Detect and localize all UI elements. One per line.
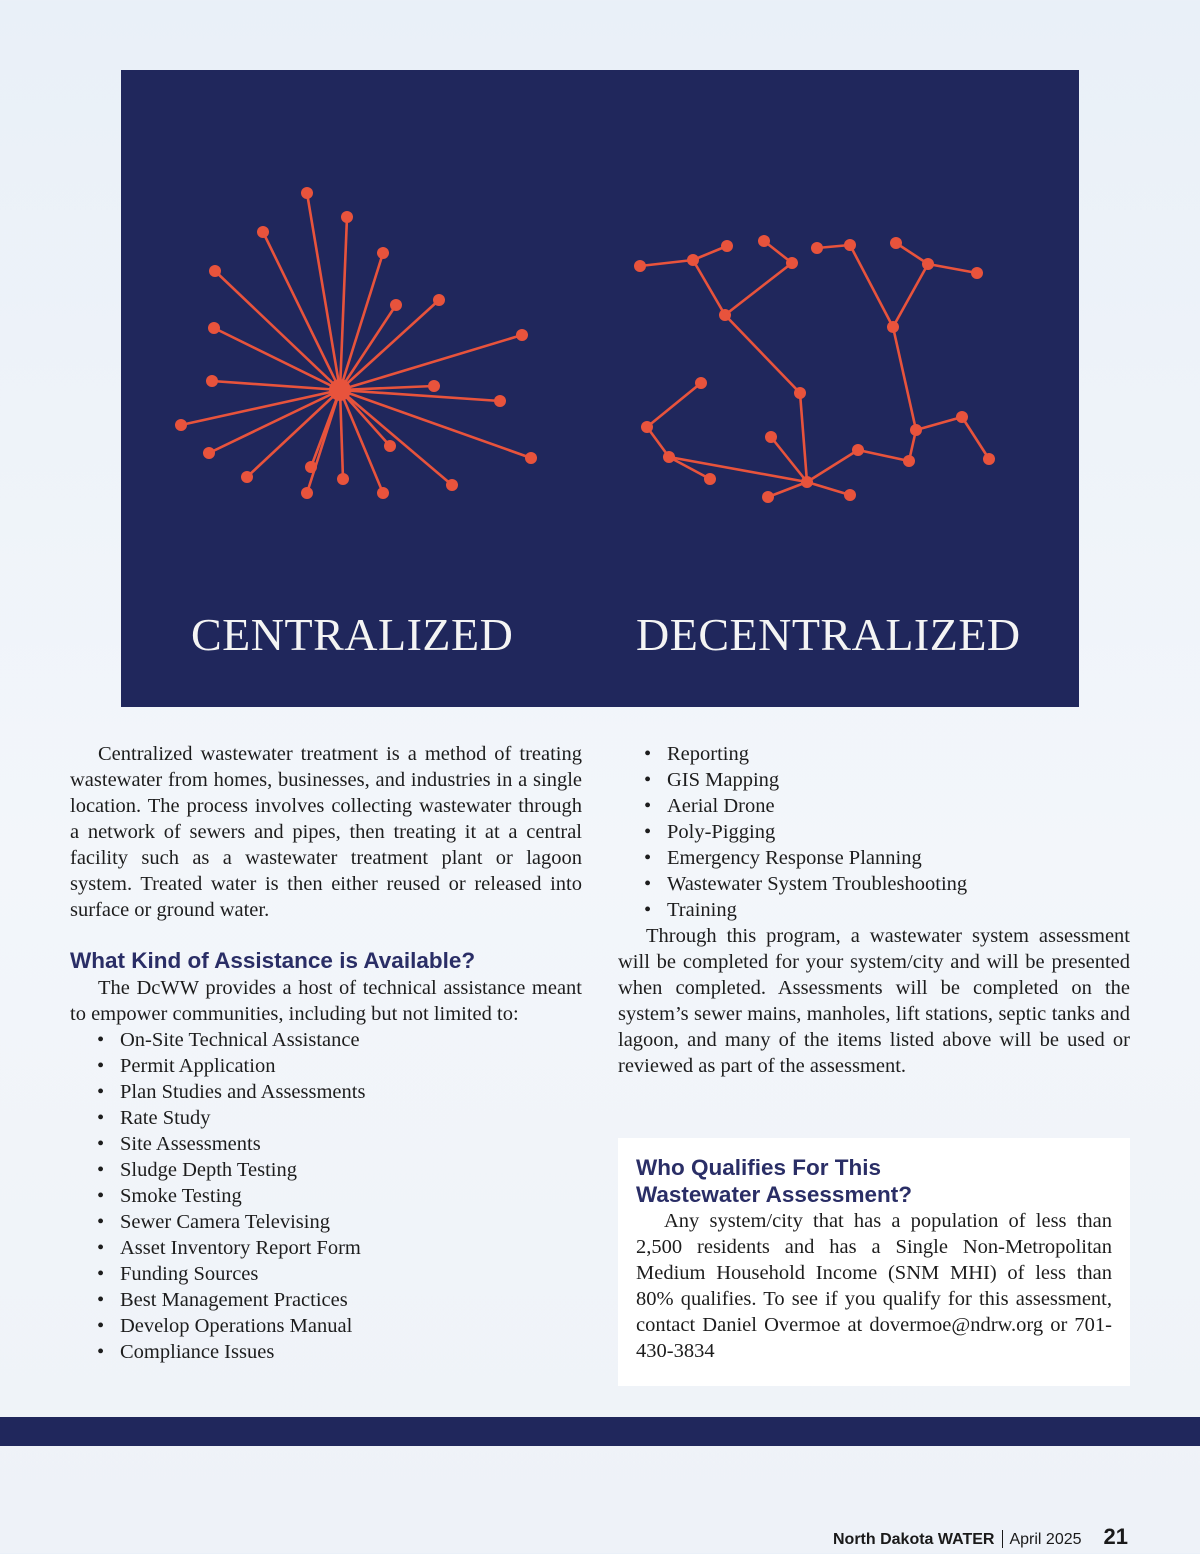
list-item: • Training [618,897,1130,923]
decentralized-link [800,393,807,482]
decentralized-link [916,417,962,430]
list-item: • Funding Sources [70,1261,582,1287]
centralized-label: CENTRALIZED [191,609,514,660]
assistance-heading: What Kind of Assistance is Available? [70,948,476,973]
decentralized-node [794,387,806,399]
list-item: • Reporting [618,741,1130,767]
decentralized-link [647,383,701,427]
centralized-node [341,211,353,223]
centralized-node [257,226,269,238]
centralized-link [307,193,340,390]
page-footer [833,1524,1128,1554]
callout-heading-line2: Wastewater Assessment? [636,1182,912,1207]
list-item: • Develop Operations Manual [70,1313,582,1339]
centralized-link [215,271,340,390]
centralized-node [175,419,187,431]
decentralized-node [719,309,731,321]
centralized-node [516,329,528,341]
centralized-link [214,328,340,390]
decentralized-node [704,473,716,485]
centralized-node [241,471,253,483]
list-item: • On-Site Technical Assistance [70,1027,582,1053]
centralized-link [340,217,347,390]
hero-illustration [121,70,1079,707]
decentralized-node [801,476,813,488]
list-item: • Aerial Drone [618,793,1130,819]
list-item: • Compliance Issues [70,1339,582,1365]
decentralized-node [765,431,777,443]
decentralized-node [663,451,675,463]
centralized-node [208,322,220,334]
decentralized-link [850,245,893,327]
list-item: • Poly-Pigging [618,819,1130,845]
qualification-callout [618,1138,1130,1386]
decentralized-node [762,491,774,503]
decentralized-node [956,411,968,423]
bottom-bar [0,1417,1200,1446]
centralized-node [203,447,215,459]
centralized-node [446,479,458,491]
page-number: 21 [1103,1524,1128,1549]
centralized-node [377,247,389,259]
intro-paragraph: Centralized wastewater treatment is a method of treating wastewater from homes, businesses, and industries in a single location. The process involves collecting wastewater through a network of sewers and pipes, then treating it at a central facility such as a wastewater treatment plant or lagoon system. Treated water is then either reused or released into surface or ground water. [70,743,582,921]
list-item: • Sludge Depth Testing [70,1157,582,1183]
decentralized-link [858,450,909,461]
centralized-node [206,375,218,387]
decentralized-node [695,377,707,389]
list-item: • Plan Studies and Assessments [70,1079,582,1105]
centralized-node [390,299,402,311]
decentralized-link [928,264,977,273]
decentralized-node [811,242,823,254]
publication-name: North Dakota WATER [832,1531,995,1548]
decentralized-node [910,424,922,436]
program-paragraph: Through this program, a wastewater system assessment will be completed for your system/city and will be presented when completed. Assessments will be completed on the system’s sewer mains, manholes, lift stations, septic tanks and lagoon, and many of the items listed above will be used or reviewed as part of the assessment. [618,925,1130,1077]
list-item: • Permit Application [70,1053,582,1079]
decentralized-node [903,455,915,467]
centralized-node [377,487,389,499]
callout-heading-line1: Who Qualifies For This [636,1155,882,1180]
list-item: • Smoke Testing [70,1183,582,1209]
list-item: • Site Assessments [70,1131,582,1157]
decentralized-link [693,260,725,315]
decentralized-node [687,254,699,266]
decentralized-node [786,257,798,269]
list-item: • Wastewater System Troubleshooting [618,871,1130,897]
left-column [70,741,582,1365]
decentralized-node [983,453,995,465]
centralized-node [209,265,221,277]
issue-date: April 2025 [1009,1531,1082,1548]
centralized-node [525,452,537,464]
decentralized-node [887,321,899,333]
centralized-node [301,187,313,199]
right-column [618,741,1130,1079]
assistance-list-continued [618,741,1130,923]
decentralized-link [640,260,693,266]
assistance-paragraph: The DcWW provides a host of technical assistance meant to empower communities, including but not limited to: [70,977,582,1025]
decentralized-node [852,444,864,456]
list-item: • Best Management Practices [70,1287,582,1313]
decentralized-node [721,240,733,252]
decentralized-label: DECENTRALIZED [636,609,1021,660]
decentralized-link [962,417,989,459]
centralized-node [337,473,349,485]
list-item: • GIS Mapping [618,767,1130,793]
decentralized-link [893,264,928,327]
centralized-link [340,390,343,479]
centralized-link [181,390,340,425]
centralized-hub [329,379,351,401]
decentralized-node [971,267,983,279]
decentralized-node [758,235,770,247]
decentralized-node [922,258,934,270]
decentralized-link [725,315,800,393]
decentralized-node [641,421,653,433]
decentralized-link [807,450,858,482]
list-item: • Emergency Response Planning [618,845,1130,871]
callout-body: Any system/city that has a population of less than 2,500 residents and has a Single Non-Metropolitan Medium Household Income (SNM MHI) of less than 80% qualifies. To see if you qualify for this assessment, contact Daniel Overmoe at dovermoe@ndrw.org or 701-430-3834 [636,1210,1112,1362]
decentralized-link [768,482,807,497]
decentralized-node [634,260,646,272]
decentralized-node [844,239,856,251]
centralized-node [305,461,317,473]
centralized-node [301,487,313,499]
centralized-link [340,390,452,485]
list-item: • Asset Inventory Report Form [70,1235,582,1261]
centralized-node [433,294,445,306]
centralized-link [212,381,340,390]
list-item: • Sewer Camera Televising [70,1209,582,1235]
decentralized-link [893,327,916,430]
list-item: • Rate Study [70,1105,582,1131]
decentralized-node [890,237,902,249]
centralized-node [428,380,440,392]
decentralized-link [807,482,850,495]
decentralized-link [725,263,792,315]
centralized-node [494,395,506,407]
centralized-link [263,232,340,390]
centralized-node [384,440,396,452]
assistance-list [70,1027,582,1365]
decentralized-node [844,489,856,501]
footer-divider [1002,1530,1003,1548]
